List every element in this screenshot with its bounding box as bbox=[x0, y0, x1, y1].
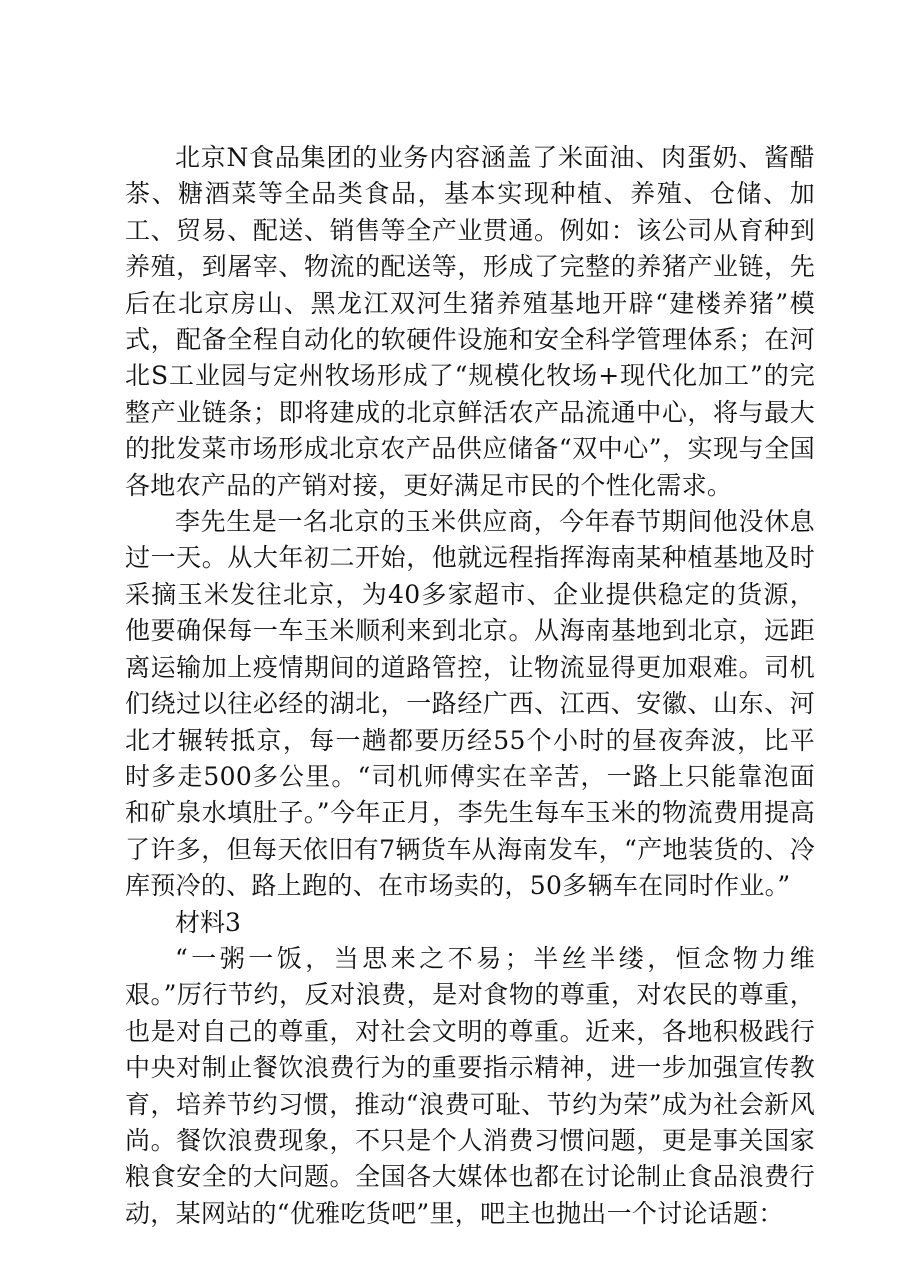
section-heading-material-3: 材料3 bbox=[175, 907, 241, 937]
paragraph-food-group: 北京N食品集团的业务内容涵盖了米面油、肉蛋奶、酱醋茶、糖酒菜等全品类食品，基本实现种植、养殖、仓储、加工、贸易、配送、销售等全产业贯通。例如：该公司从育种到养殖，到屠宰、物流的配送等，形成了完整的养猪产业链，先后在北京房山、黑龙江双河生猪养殖基地开辟“建楼养猪”模式，配备全程自动化的软硬件设施和安全科学管理体系；在河北S工业园与定州牧场形成了“规模化牧场+现代化加工”的完整产业链条；即将建成的北京鲜活农产品流通中心，将与最大的批发菜市场形成北京农产品供应储备“双中心”，实现与全国各地农产品的产销对接，更好满足市民的个性化需求。 bbox=[125, 143, 815, 500]
document-body bbox=[125, 140, 815, 1232]
paragraph-food-waste: “一粥一饭，当思来之不易；半丝半缕，恒念物力维艰。”厉行节约，反对浪费，是对食物的尊重，对农民的尊重，也是对自己的尊重，对社会文明的尊重。近来，各地积极践行中央对制止餐饮浪费行为的重要指示精神，进一步加强宣传教育，培养节约习惯，推动“浪费可耻、节约为荣”成为社会新风尚。餐饮浪费现象，不只是个人消费习惯问题，更是事关国家粮食安全的大问题。全国各大媒体也都在讨论制止食品浪费行动，某网站的“优雅吃货吧”里，吧主也抛出一个讨论话题： bbox=[125, 943, 815, 1228]
paragraph-corn-supplier: 李先生是一名北京的玉米供应商，今年春节期间他没休息过一天。从大年初二开始，他就远程指挥海南某种植基地及时采摘玉米发往北京，为40多家超市、企业提供稳定的货源，他要确保每一车玉米顺利来到北京。从海南基地到北京，远距离运输加上疫情期间的道路管控，让物流显得更加艰难。司机们绕过以往必经的湖北，一路经广西、江西、安徽、山东、河北才辗转抵京，每一趟都要历经55个小时的昼夜奔波，比平时多走500多公里。“司机师傅实在辛苦，一路上只能靠泡面和矿泉水填肚子。”今年正月，李先生每车玉米的物流费用提高了许多，但每天依旧有7辆货车从海南发车，“产地装货的、冷库预冷的、路上跑的、在市场卖的，50多辆车在同时作业。” bbox=[125, 507, 815, 901]
